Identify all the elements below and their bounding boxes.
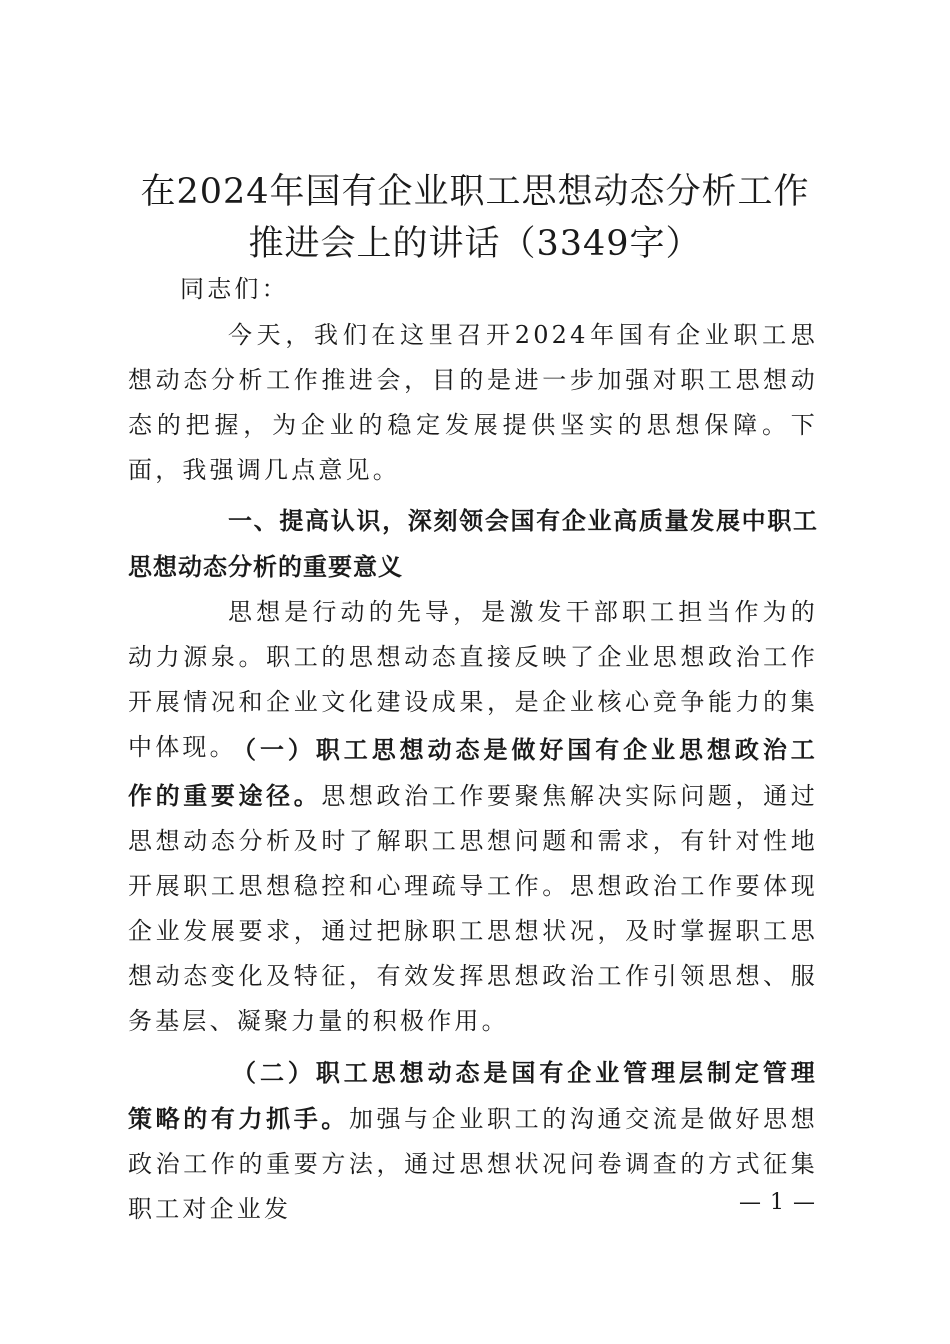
page-number: — 1 —	[739, 1190, 816, 1215]
subsection-1-lead: （一）职工思想动态是做好国有企业思想政治工作的重要途径。	[128, 735, 818, 810]
document-title: 在2024年国有企业职工思想动态分析工作推进会上的讲话（3349字）	[140, 172, 810, 264]
section-1-paragraph: 思想是行动的先导，是激发干部职工担当作为的动力源泉。职工的思想动态直接反映了企业思想政治工作开展情况和企业文化建设成果，是企业核心竞争能力的集中体现。	[128, 598, 818, 761]
opening-paragraph: 今天，我们在这里召开2024年国有企业职工思想动态分析工作推进会，目的是进一步加强对职工思想动态的把握，为企业的稳定发展提供坚实的思想保障。下面，我强调几点意见。	[128, 321, 818, 484]
salutation: 同志们：	[180, 275, 289, 303]
subsection-2-body: 加强与企业职工的沟通交流是做好思想政治工作的重要方法，通过思想状况问卷调查的方式征集职工对企业发	[128, 1105, 818, 1223]
subsection-2-lead: （二）职工思想动态是国有企业管理层制定管理策略的有力抓手。	[128, 1058, 818, 1133]
subsection-1-paragraph	[128, 727, 818, 1044]
section-heading-1: 一、提高认识，深刻领会国有企业高质量发展中职工思想动态分析的重要意义	[128, 507, 818, 581]
subsection-2-paragraph	[128, 1050, 818, 1232]
subsection-1-body: 思想政治工作要聚焦解决实际问题，通过思想动态分析及时了解职工思想问题和需求，有针对性地开展职工思想稳控和心理疏导工作。思想政治工作要体现企业发展要求，通过把脉职工思想状况，及时掌握职工思想动态变化及特征，有效发挥思想政治工作引领思想、服务基层、凝聚力量的积极作用。	[128, 782, 818, 1035]
